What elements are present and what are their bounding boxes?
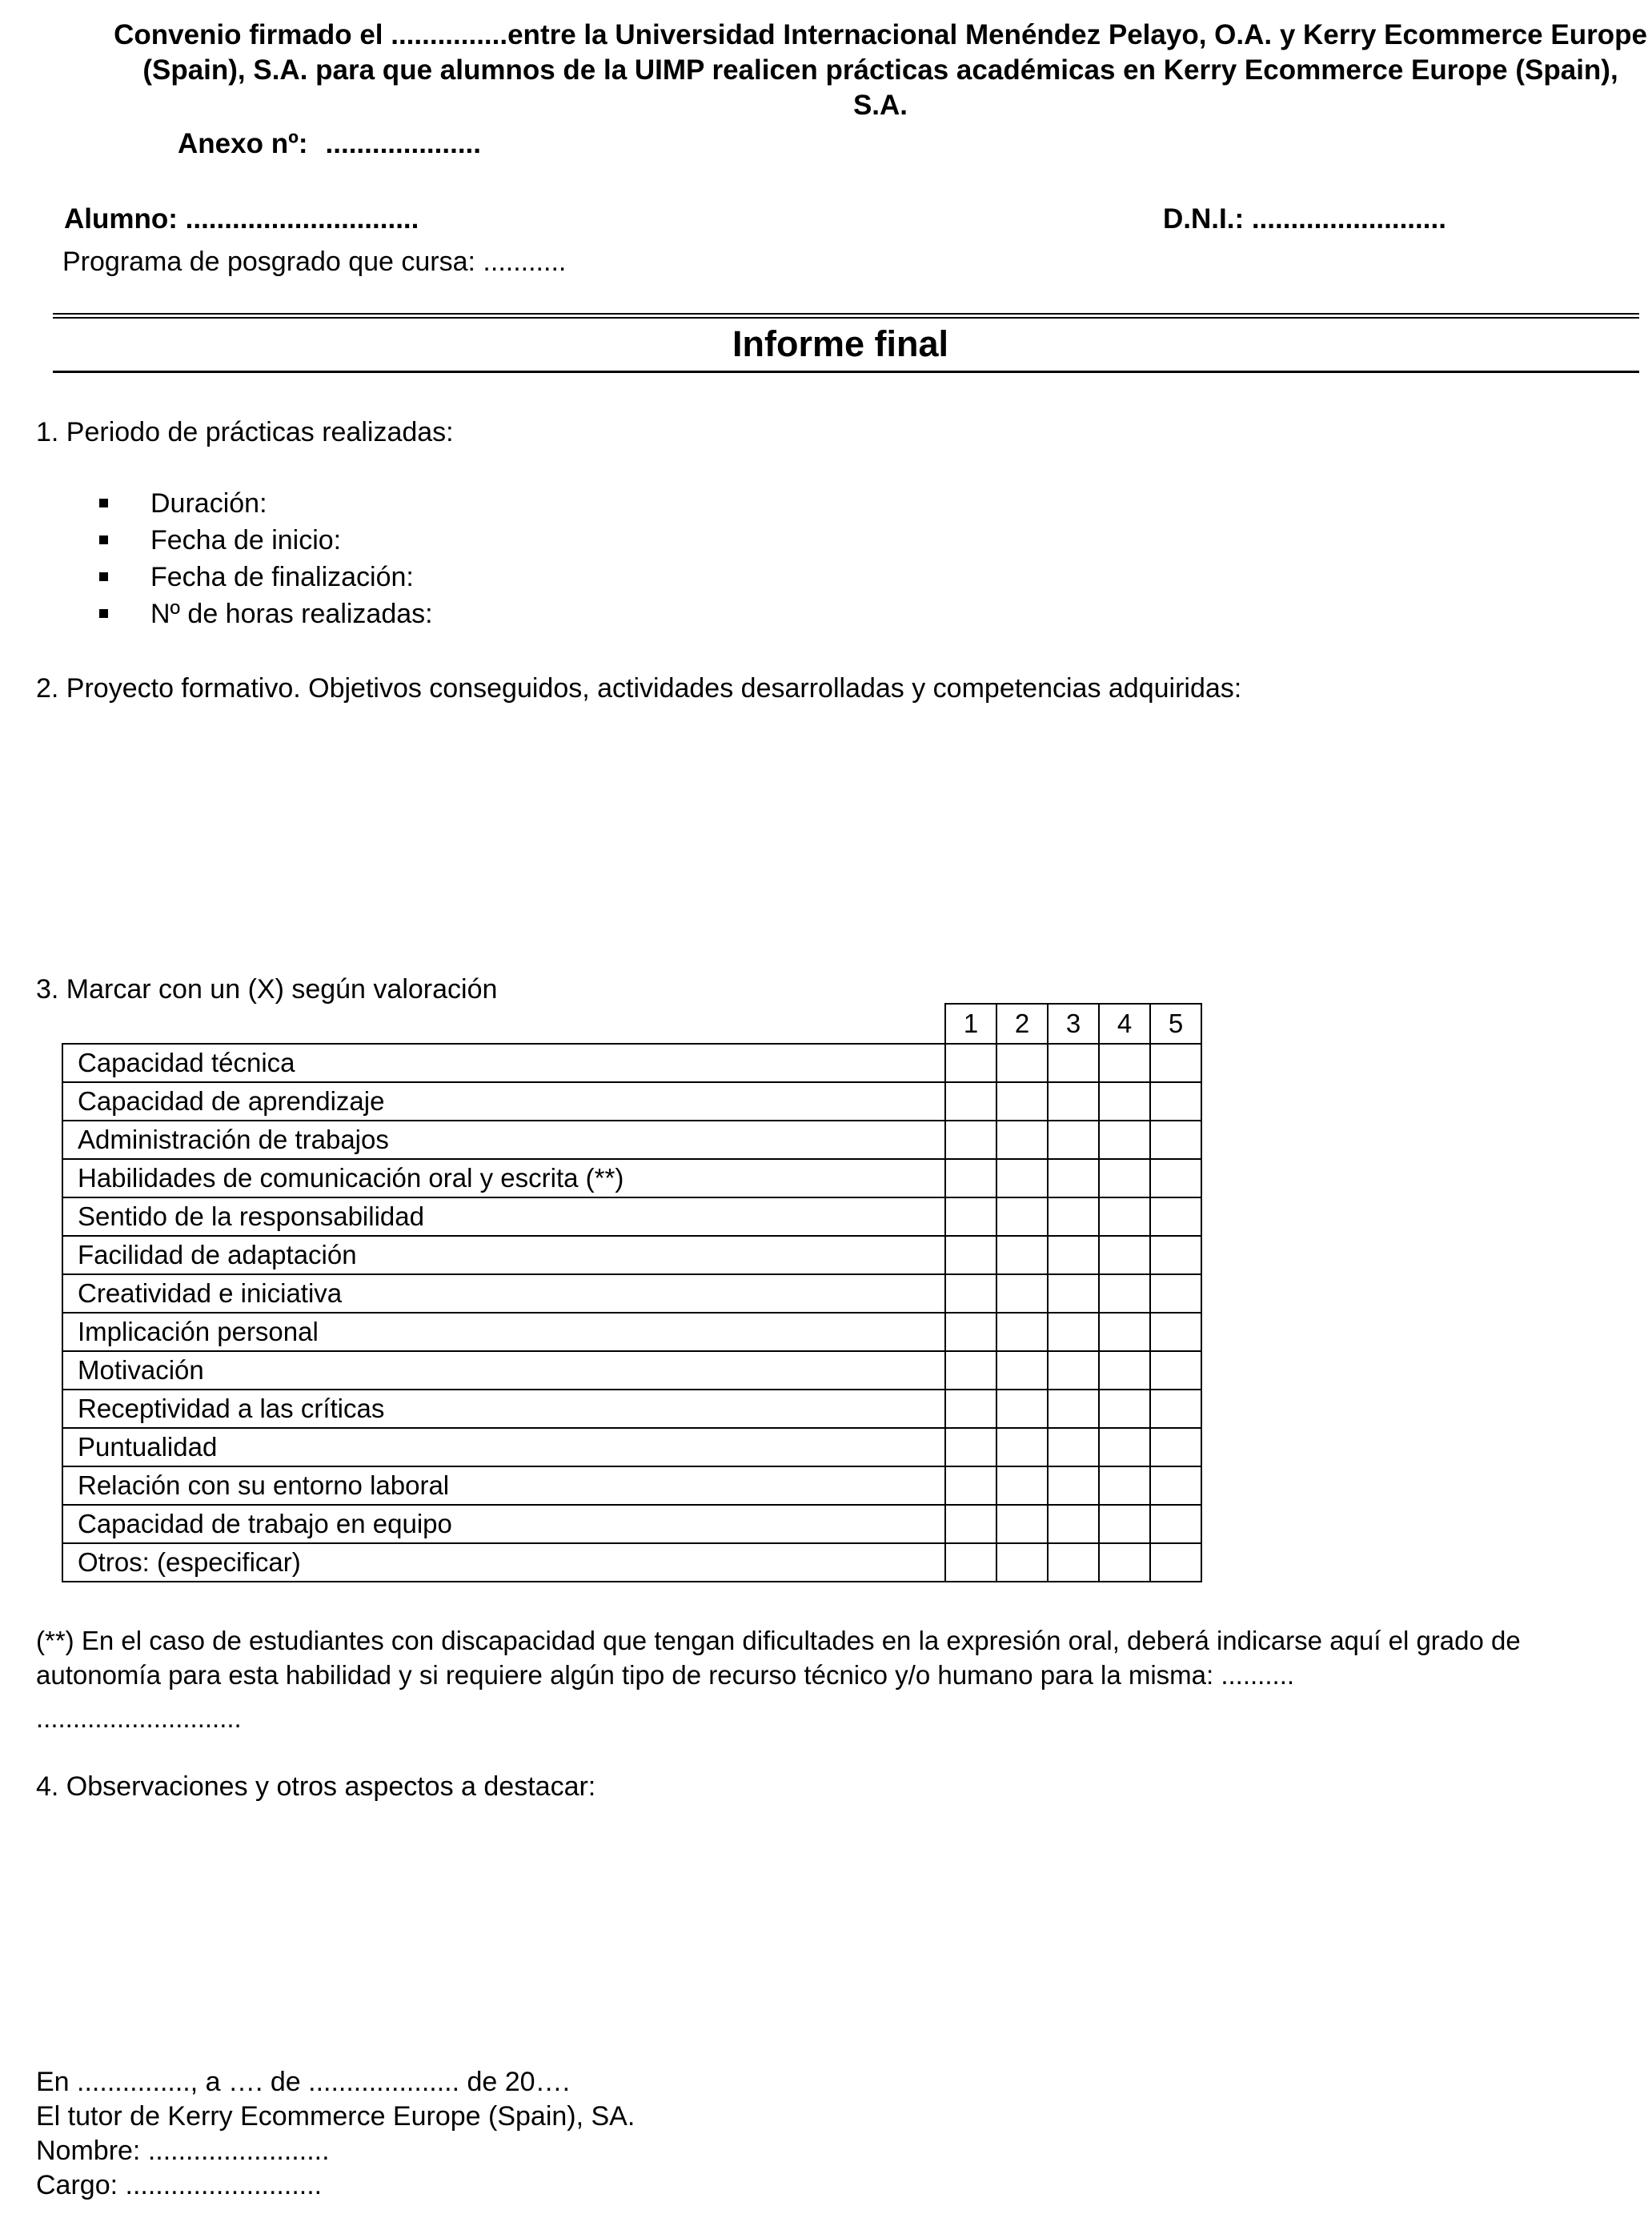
square-bullet-icon [99, 609, 108, 618]
rating-cell [1048, 1044, 1099, 1082]
list-item [99, 522, 433, 559]
rating-cell [1150, 1390, 1201, 1428]
table-row [62, 1505, 1201, 1543]
rating-table [62, 1003, 1202, 1582]
rating-cell [996, 1274, 1048, 1313]
criterion-label: Otros: (especificar) [62, 1543, 945, 1582]
rating-cell [945, 1428, 996, 1466]
criterion-label: Relación con su entorno laboral [62, 1466, 945, 1505]
rating-cell [1048, 1082, 1099, 1121]
agreement-header [112, 18, 1649, 123]
rating-header-spacer [62, 1004, 945, 1044]
rating-cell [945, 1274, 996, 1313]
rating-cell [1048, 1274, 1099, 1313]
rating-cell [1099, 1197, 1150, 1236]
rating-cell [1099, 1236, 1150, 1274]
rating-cell [945, 1351, 996, 1390]
title-rule-top [53, 313, 1639, 319]
signature-cargo-field: Cargo: .......................... [36, 2170, 323, 2200]
rating-cell [945, 1505, 996, 1543]
dni-field: D.N.I.: ......................... [1163, 203, 1446, 235]
rating-cell [1099, 1121, 1150, 1159]
rating-cell [1099, 1543, 1150, 1582]
rating-cell [945, 1159, 996, 1197]
list-item [99, 596, 433, 632]
criterion-label: Sentido de la responsabilidad [62, 1197, 945, 1236]
agreement-header-line1: Convenio firmado el ...............entre la Universidad Internacional Menéndez Pelayo, O.A. y Kerry Ecommerce Europe [114, 19, 1647, 50]
rating-cell [996, 1044, 1048, 1082]
rating-header-cell: 4 [1099, 1004, 1150, 1044]
section4-heading: 4. Observaciones y otros aspectos a destacar: [36, 1771, 596, 1802]
rating-cell [996, 1121, 1048, 1159]
square-bullet-icon [99, 572, 108, 581]
section3-heading: 3. Marcar con un (X) según valoración [36, 974, 498, 1005]
rating-cell [1099, 1044, 1150, 1082]
list-item-label: Nº de horas realizadas: [150, 599, 433, 629]
rating-cell [1150, 1351, 1201, 1390]
table-row [62, 1159, 1201, 1197]
table-row [62, 1044, 1201, 1082]
criterion-label: Implicación personal [62, 1313, 945, 1351]
rating-cell [1150, 1159, 1201, 1197]
rating-cell [945, 1082, 996, 1121]
criterion-label: Capacidad de aprendizaje [62, 1082, 945, 1121]
rating-header-cell: 3 [1048, 1004, 1099, 1044]
rating-cell [1048, 1121, 1099, 1159]
rating-header-cell: 2 [996, 1004, 1048, 1044]
table-row [62, 1236, 1201, 1274]
table-row [62, 1274, 1201, 1313]
table-row [62, 1428, 1201, 1466]
anexo-dotted-field: .................... [325, 128, 481, 159]
signature-tutor-line: El tutor de Kerry Ecommerce Europe (Spain), SA. [36, 2101, 636, 2132]
rating-cell [1099, 1159, 1150, 1197]
criterion-label: Habilidades de comunicación oral y escrita (**) [62, 1159, 945, 1197]
rating-cell [996, 1082, 1048, 1121]
period-bullet-list [99, 485, 433, 632]
rating-cell [1099, 1505, 1150, 1543]
rating-cell [1150, 1044, 1201, 1082]
table-row [62, 1082, 1201, 1121]
square-bullet-icon [99, 499, 108, 507]
rating-cell [996, 1313, 1048, 1351]
rating-cell [1150, 1236, 1201, 1274]
rating-cell [1048, 1466, 1099, 1505]
rating-cell [945, 1313, 996, 1351]
rating-cell [1150, 1505, 1201, 1543]
rating-header-cell: 5 [1150, 1004, 1201, 1044]
rating-cell [945, 1390, 996, 1428]
table-row [62, 1466, 1201, 1505]
rating-cell [1150, 1082, 1201, 1121]
rating-cell [1099, 1390, 1150, 1428]
list-item-label: Fecha de finalización: [150, 562, 414, 592]
rating-cell [1099, 1274, 1150, 1313]
signature-place-date: En ..............., a …. de .................... de 20…. [36, 2067, 571, 2097]
criterion-label: Puntualidad [62, 1428, 945, 1466]
rating-cell [1150, 1466, 1201, 1505]
section2-heading: 2. Proyecto formativo. Objetivos conseguidos, actividades desarrolladas y competencias adquiridas: [36, 673, 1242, 704]
rating-cell [1150, 1428, 1201, 1466]
signature-block [36, 2065, 635, 2203]
criterion-label: Receptividad a las críticas [62, 1390, 945, 1428]
rating-cell [996, 1466, 1048, 1505]
list-item-label: Duración: [150, 488, 267, 519]
rating-cell [1048, 1505, 1099, 1543]
footnote-text: (**) En el caso de estudiantes con discapacidad que tengan dificultades en la expresión oral, deberá indicarse aquí el grado de autonomía para esta habilidad y si requiere algún tipo de recurso técnico y/o humano para la misma: .......... [36, 1626, 1521, 1690]
table-row [62, 1121, 1201, 1159]
rating-header-row [62, 1004, 1201, 1044]
rating-cell [1099, 1351, 1150, 1390]
rating-cell [1150, 1121, 1201, 1159]
rating-cell [996, 1505, 1048, 1543]
rating-cell [996, 1159, 1048, 1197]
title-rule-bottom [53, 371, 1639, 373]
anexo-line [178, 128, 481, 160]
rating-cell [945, 1197, 996, 1236]
anexo-label: Anexo nº: [178, 128, 308, 159]
rating-cell [945, 1044, 996, 1082]
table-row [62, 1313, 1201, 1351]
list-item-label: Fecha de inicio: [150, 525, 342, 556]
rating-cell [996, 1543, 1048, 1582]
rating-cell [945, 1236, 996, 1274]
table-row [62, 1390, 1201, 1428]
signature-nombre-field: Nombre: ........................ [36, 2136, 330, 2166]
rating-cell [1048, 1543, 1099, 1582]
rating-table-wrap [62, 1003, 1202, 1582]
programa-field: Programa de posgrado que cursa: ........... [62, 247, 567, 277]
section1-heading: 1. Periodo de prácticas realizadas: [36, 417, 454, 447]
rating-cell [1099, 1082, 1150, 1121]
rating-cell [1048, 1390, 1099, 1428]
criterion-label: Capacidad técnica [62, 1044, 945, 1082]
criterion-label: Capacidad de trabajo en equipo [62, 1505, 945, 1543]
criterion-label: Motivación [62, 1351, 945, 1390]
table-row [62, 1197, 1201, 1236]
agreement-header-line2: (Spain), S.A. para que alumnos de la UIMP realicen prácticas académicas en Kerry Ecommerce Europe (Spain), S.A. [142, 54, 1618, 121]
list-item [99, 559, 433, 596]
rating-cell [1048, 1313, 1099, 1351]
rating-cell [1048, 1351, 1099, 1390]
rating-cell [1150, 1313, 1201, 1351]
rating-cell [1099, 1313, 1150, 1351]
rating-cell [945, 1121, 996, 1159]
criterion-label: Administración de trabajos [62, 1121, 945, 1159]
criterion-label: Facilidad de adaptación [62, 1236, 945, 1274]
rating-cell [996, 1428, 1048, 1466]
rating-cell [945, 1543, 996, 1582]
list-item [99, 485, 433, 522]
footnote-dotted-line: ............................ [36, 1703, 242, 1733]
rating-cell [1150, 1274, 1201, 1313]
table-row [62, 1543, 1201, 1582]
rating-cell [1048, 1236, 1099, 1274]
rating-cell [1150, 1197, 1201, 1236]
criterion-label: Creatividad e iniciativa [62, 1274, 945, 1313]
rating-cell [996, 1197, 1048, 1236]
rating-cell [1150, 1543, 1201, 1582]
rating-cell [1048, 1159, 1099, 1197]
rating-cell [1048, 1428, 1099, 1466]
rating-cell [996, 1351, 1048, 1390]
page-title: Informe final [732, 323, 949, 364]
rating-cell [1099, 1466, 1150, 1505]
rating-cell [996, 1236, 1048, 1274]
table-row [62, 1351, 1201, 1390]
rating-cell [1099, 1428, 1150, 1466]
square-bullet-icon [99, 535, 108, 544]
rating-header-cell: 1 [945, 1004, 996, 1044]
rating-cell [945, 1466, 996, 1505]
rating-cell [996, 1390, 1048, 1428]
alumno-field: Alumno: .............................. [64, 203, 419, 235]
rating-cell [1048, 1197, 1099, 1236]
